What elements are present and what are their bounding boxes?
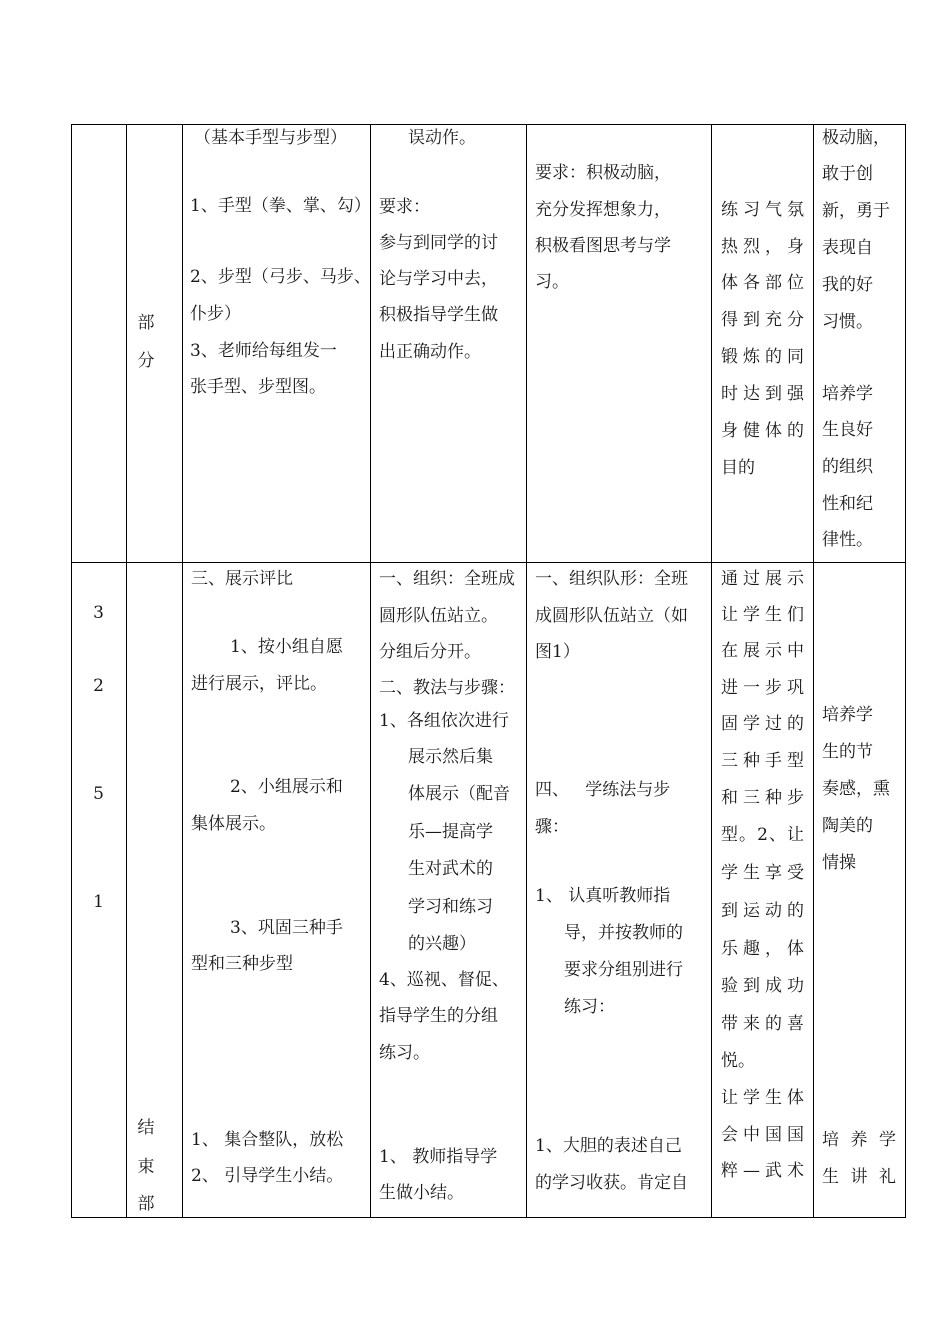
row1-purpose-line: 得到充分 bbox=[721, 310, 804, 330]
row2-teacher-line: 1、 教师指导学 bbox=[379, 1147, 498, 1167]
row2-goal-line: 奏感，熏 bbox=[822, 779, 890, 799]
row2-content-line: 3、巩固三种手 bbox=[230, 918, 343, 938]
row2-goal-line: 生的节 bbox=[822, 742, 873, 762]
row2-student-line: 1、大胆的表述自己 bbox=[535, 1136, 682, 1156]
row2-purpose-line: 会中国国 bbox=[721, 1125, 804, 1145]
row2-purpose-line: 让学生们 bbox=[721, 605, 804, 625]
row2-content-line: 三、展示评比 bbox=[191, 569, 293, 589]
col-border-5 bbox=[711, 124, 712, 1218]
row1-goal-line: 律性。 bbox=[822, 530, 873, 550]
row2-purpose-line: 带来的喜 bbox=[721, 1014, 804, 1034]
row2-purpose-line: 进一步巩 bbox=[721, 678, 804, 698]
row2-number: 3 bbox=[93, 603, 104, 623]
row1-purpose-line: 锻炼的同 bbox=[721, 347, 804, 367]
row2-purpose-line: 粹—武术 bbox=[721, 1161, 804, 1181]
row2-teacher-line: 乐—提高学 bbox=[408, 822, 493, 842]
row1-section-label-1: 部 bbox=[137, 313, 155, 333]
row1-student-line: 习。 bbox=[535, 272, 569, 292]
row2-teacher-line: 生做小结。 bbox=[379, 1183, 464, 1203]
row2-student-line: 成圆形队伍站立（如 bbox=[535, 606, 688, 626]
row2-student-line: 一、组织队形：全班 bbox=[535, 569, 688, 589]
row1-student-line: 积极看图思考与学 bbox=[535, 236, 671, 256]
row1-content-line: 仆步） bbox=[190, 304, 241, 324]
row2-goal-line: 陶美的 bbox=[822, 816, 873, 836]
col-border-0 bbox=[71, 124, 72, 1218]
row2-goal-line: 培养学 bbox=[822, 705, 873, 725]
row1-teacher-line: 参与到同学的讨 bbox=[379, 233, 498, 253]
row2-purpose-line: 固学过的 bbox=[721, 714, 804, 734]
row2-teacher-line: 的兴趣） bbox=[408, 934, 476, 954]
row2-content-line: 集体展示。 bbox=[191, 814, 276, 834]
col-border-1 bbox=[126, 124, 127, 1218]
row2-purpose-line: 验到成功 bbox=[721, 976, 804, 996]
row2-content-line: 1、按小组自愿 bbox=[230, 637, 343, 657]
row1-content-line: 1、手型（拳、掌、勾） bbox=[190, 196, 371, 216]
col-border-2 bbox=[182, 124, 183, 1218]
row1-purpose-line: 热烈，身 bbox=[721, 237, 804, 257]
row2-content-line: 型和三种步型 bbox=[191, 954, 293, 974]
row2-number: 1 bbox=[93, 892, 104, 912]
row1-goal-line: 性和纪 bbox=[822, 494, 873, 514]
row2-purpose-line: 到运动的 bbox=[721, 901, 804, 921]
row2-teacher-line: 一、组织：全班成 bbox=[379, 569, 515, 589]
row1-student-line: 要求：积极动脑， bbox=[535, 163, 671, 183]
row1-student-line: 充分发挥想象力， bbox=[535, 200, 671, 220]
row2-number: 2 bbox=[93, 676, 104, 696]
row2-content-line: 2、小组展示和 bbox=[230, 777, 343, 797]
row2-section-label: 部 bbox=[137, 1194, 155, 1214]
row2-purpose-line: 悦。 bbox=[721, 1051, 755, 1071]
row2-purpose-line: 让学生体 bbox=[721, 1088, 804, 1108]
col-border-6 bbox=[813, 124, 814, 1218]
row2-goal-line: 情操 bbox=[822, 853, 856, 873]
row2-student-line: 的学习收获。肯定自 bbox=[535, 1173, 688, 1193]
row1-purpose-line: 身健体的 bbox=[721, 421, 804, 441]
row1-goal-line: 的组织 bbox=[822, 457, 873, 477]
row2-number: 5 bbox=[93, 784, 104, 804]
row1-content-line: 3、老师给每组发一 bbox=[190, 341, 337, 361]
row1-content-line: 2、步型（弓步、马步、 bbox=[190, 267, 371, 287]
row2-purpose-line: 乐趣，体 bbox=[721, 939, 804, 959]
row1-goal-line: 习惯。 bbox=[822, 312, 873, 332]
row2-student-line: 要求分组别进行 bbox=[564, 960, 683, 980]
col-border-7 bbox=[905, 124, 906, 1218]
row1-goal-line: 培养学 bbox=[822, 384, 873, 404]
row2-purpose-line: 型。2、让 bbox=[721, 825, 804, 845]
row2-teacher-line: 4、巡视、督促、 bbox=[379, 970, 509, 990]
row2-teacher-line: 生对武术的 bbox=[408, 859, 493, 879]
row2-content-line: 1、 集合整队，放松 bbox=[191, 1130, 344, 1150]
row2-content-line: 2、 引导学生小结。 bbox=[191, 1166, 344, 1186]
row2-student-line: 1、 认真听教师指 bbox=[535, 886, 671, 906]
row2-purpose-line: 通过展示 bbox=[721, 569, 804, 589]
row2-teacher-line: 指导学生的分组 bbox=[379, 1006, 498, 1026]
row1-goal-line: 敢于创 bbox=[822, 164, 873, 184]
row2-teacher-line: 分组后分开。 bbox=[379, 642, 481, 662]
row2-purpose-line: 在展示中 bbox=[721, 641, 804, 661]
row2-teacher-line: 学习和练习 bbox=[408, 897, 493, 917]
col-border-4 bbox=[526, 124, 527, 1218]
row2-purpose-line: 学生享受 bbox=[721, 863, 804, 883]
row1-purpose-line: 体各部位 bbox=[721, 273, 804, 293]
row2-teacher-line: 展示然后集 bbox=[408, 747, 493, 767]
row2-student-line: 导，并按教师的 bbox=[564, 923, 683, 943]
row2-teacher-line: 体展示（配音 bbox=[408, 784, 510, 804]
row2-student-line: 练习： bbox=[564, 997, 615, 1017]
row1-goal-line: 我的好 bbox=[822, 275, 873, 295]
row1-goal-line: 生良好 bbox=[822, 420, 873, 440]
row2-section-label: 结 bbox=[137, 1118, 155, 1138]
row2-teacher-line: 二、教法与步骤： bbox=[379, 678, 515, 698]
row1-goal-line: 极动脑， bbox=[822, 128, 890, 148]
row1-teacher-line: 要求： bbox=[379, 197, 430, 217]
row1-goal-line: 新，勇于 bbox=[822, 201, 890, 221]
row1-purpose-line: 目的 bbox=[721, 458, 755, 478]
row1-goal-line: 表现自 bbox=[822, 238, 873, 258]
row2-student-line: 四、 学练法与步 bbox=[535, 780, 671, 800]
row2-student-line: 骤： bbox=[535, 817, 569, 837]
row1-content-line: （基本手型与步型） bbox=[194, 128, 347, 148]
row2-section-label: 束 bbox=[137, 1157, 155, 1177]
row1-purpose-line: 时达到强 bbox=[721, 384, 804, 404]
row2-student-line: 图1） bbox=[535, 642, 580, 662]
row2-teacher-line: 1、各组依次进行 bbox=[379, 711, 509, 731]
row2-teacher-line: 练习。 bbox=[379, 1043, 430, 1063]
row1-teacher-line: 论与学习中去， bbox=[379, 269, 498, 289]
row2-teacher-line: 圆形队伍站立。 bbox=[379, 606, 498, 626]
row1-section-label-2: 分 bbox=[137, 351, 155, 371]
row1-teacher-line: 误动作。 bbox=[408, 128, 476, 148]
row2-goal-line: 培养学 bbox=[822, 1130, 896, 1150]
row1-teacher-line: 出正确动作。 bbox=[379, 342, 481, 362]
row1-teacher-line: 积极指导学生做 bbox=[379, 305, 498, 325]
table-bottom-border bbox=[71, 1217, 906, 1218]
row1-purpose-line: 练习气氛 bbox=[721, 200, 804, 220]
row1-content-line: 张手型、步型图。 bbox=[190, 377, 326, 397]
row2-goal-line: 生讲礼 bbox=[822, 1167, 896, 1187]
row2-purpose-line: 和三种步 bbox=[721, 788, 804, 808]
row2-purpose-line: 三种手型 bbox=[721, 751, 804, 771]
row2-content-line: 进行展示，评比。 bbox=[191, 674, 327, 694]
